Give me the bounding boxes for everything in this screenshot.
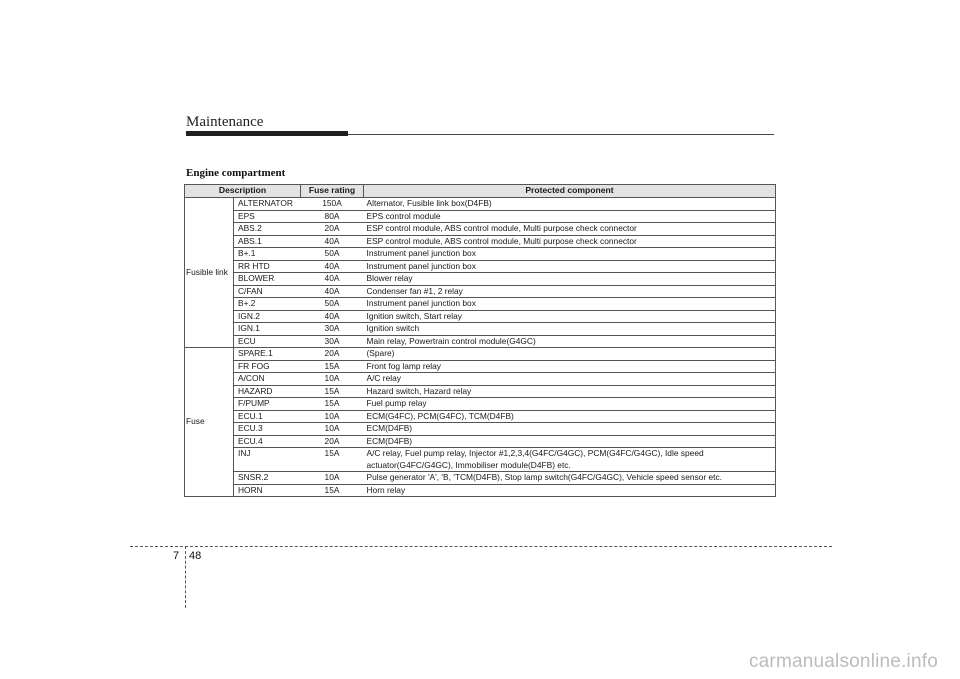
fuse-table-body [185,198,776,497]
watermark-text: carmanualsonline.info [748,651,938,672]
protected-component-cell: Horn relay [364,484,776,497]
fuse-name-cell: INJ [234,448,301,472]
column-header-description: Description [185,185,301,198]
table-row [185,435,776,448]
protected-component-cell: A/C relay [364,373,776,386]
fuse-table [184,184,776,497]
table-row [185,285,776,298]
fuse-name-cell: ECU.1 [234,410,301,423]
fuse-name-cell: B+.1 [234,248,301,261]
table-row [185,423,776,436]
table-row [185,448,776,472]
table-row [185,323,776,336]
fuse-name-cell: EPS [234,210,301,223]
fuse-rating-cell: 50A [301,248,364,261]
table-row [185,198,776,211]
table-row [185,398,776,411]
fuse-name-cell: ECU.3 [234,423,301,436]
fuse-rating-cell: 10A [301,423,364,436]
fuse-name-cell: BLOWER [234,273,301,286]
protected-component-cell: Fuel pump relay [364,398,776,411]
protected-component-cell: (Spare) [364,348,776,361]
table-row [185,310,776,323]
table-row [185,223,776,236]
table-row [185,360,776,373]
fuse-rating-cell: 30A [301,323,364,336]
protected-component-cell: Blower relay [364,273,776,286]
protected-component-cell: ESP control module, ABS control module, Multi purpose check connector [364,223,776,236]
chapter-number: 7 [173,550,180,562]
protected-component-cell: Alternator, Fusible link box(D4FB) [364,198,776,211]
fuse-name-cell: ECU.4 [234,435,301,448]
section-title: Engine compartment [186,167,286,179]
fuse-rating-cell: 20A [301,435,364,448]
fuse-rating-cell: 15A [301,360,364,373]
protected-component-cell: Instrument panel junction box [364,248,776,261]
table-row [185,373,776,386]
fuse-rating-cell: 30A [301,335,364,348]
table-row [185,260,776,273]
page-header-title: Maintenance [186,114,264,130]
fuse-rating-cell: 80A [301,210,364,223]
fuse-name-cell: SPARE.1 [234,348,301,361]
group-label: Fusible link [185,198,234,348]
fuse-name-cell: ALTERNATOR [234,198,301,211]
fuse-rating-cell: 10A [301,373,364,386]
fuse-rating-cell: 15A [301,398,364,411]
table-row [185,472,776,485]
table-row [185,298,776,311]
fuse-rating-cell: 20A [301,223,364,236]
column-header-protected-component: Protected component [364,185,776,198]
protected-component-cell: Instrument panel junction box [364,260,776,273]
fuse-rating-cell: 10A [301,472,364,485]
fuse-rating-cell: 40A [301,285,364,298]
fuse-rating-cell: 15A [301,385,364,398]
protected-component-cell: Main relay, Powertrain control module(G4GC) [364,335,776,348]
footer-divider [130,546,832,547]
fuse-name-cell: FR FOG [234,360,301,373]
fuse-name-cell: ABS.1 [234,235,301,248]
fuse-rating-cell: 40A [301,273,364,286]
fuse-name-cell: HORN [234,484,301,497]
fuse-name-cell: C/FAN [234,285,301,298]
table-row [185,235,776,248]
header-rule-thin [348,134,774,135]
protected-component-cell: A/C relay, Fuel pump relay, Injector #1,2,3,4(G4FC/G4GC), PCM(G4FC/G4GC), Idle speed actuator(G4FC/G4GC), Immobiliser module(D4FB) etc. [364,448,776,472]
fuse-rating-cell: 15A [301,448,364,472]
protected-component-cell: Pulse generator 'A', 'B, 'TCM(D4FB), Stop lamp switch(G4FC/G4GC), Vehicle speed sensor etc. [364,472,776,485]
protected-component-cell: EPS control module [364,210,776,223]
protected-component-cell: Instrument panel junction box [364,298,776,311]
table-row [185,410,776,423]
fuse-rating-cell: 10A [301,410,364,423]
table-row [185,484,776,497]
table-header-row [185,185,776,198]
table-row [185,335,776,348]
protected-component-cell: Condenser fan #1, 2 relay [364,285,776,298]
fuse-name-cell: ABS.2 [234,223,301,236]
fuse-name-cell: F/PUMP [234,398,301,411]
group-label: Fuse [185,348,234,497]
fuse-rating-cell: 40A [301,235,364,248]
protected-component-cell: ESP control module, ABS control module, Multi purpose check connector [364,235,776,248]
protected-component-cell: ECM(G4FC), PCM(G4FC), TCM(D4FB) [364,410,776,423]
fuse-name-cell: SNSR.2 [234,472,301,485]
protected-component-cell: Ignition switch [364,323,776,336]
protected-component-cell: ECM(D4FB) [364,435,776,448]
column-header-fuse-rating: Fuse rating [301,185,364,198]
fuse-rating-cell: 20A [301,348,364,361]
protected-component-cell: Hazard switch, Hazard relay [364,385,776,398]
table-row [185,210,776,223]
fuse-name-cell: HAZARD [234,385,301,398]
table-row [185,348,776,361]
fuse-name-cell: B+.2 [234,298,301,311]
fuse-rating-cell: 15A [301,484,364,497]
fuse-name-cell: RR HTD [234,260,301,273]
fuse-name-cell: IGN.2 [234,310,301,323]
table-row [185,248,776,261]
fuse-rating-cell: 40A [301,260,364,273]
fuse-rating-cell: 50A [301,298,364,311]
page-number: 48 [189,550,202,562]
table-row [185,385,776,398]
fuse-name-cell: IGN.1 [234,323,301,336]
fuse-rating-cell: 150A [301,198,364,211]
header-rule-thick [186,131,348,136]
fuse-name-cell: A/CON [234,373,301,386]
table-row [185,273,776,286]
protected-component-cell: Ignition switch, Start relay [364,310,776,323]
protected-component-cell: Front fog lamp relay [364,360,776,373]
fuse-rating-cell: 40A [301,310,364,323]
fuse-name-cell: ECU [234,335,301,348]
footer-vertical-divider [185,546,186,608]
protected-component-cell: ECM(D4FB) [364,423,776,436]
